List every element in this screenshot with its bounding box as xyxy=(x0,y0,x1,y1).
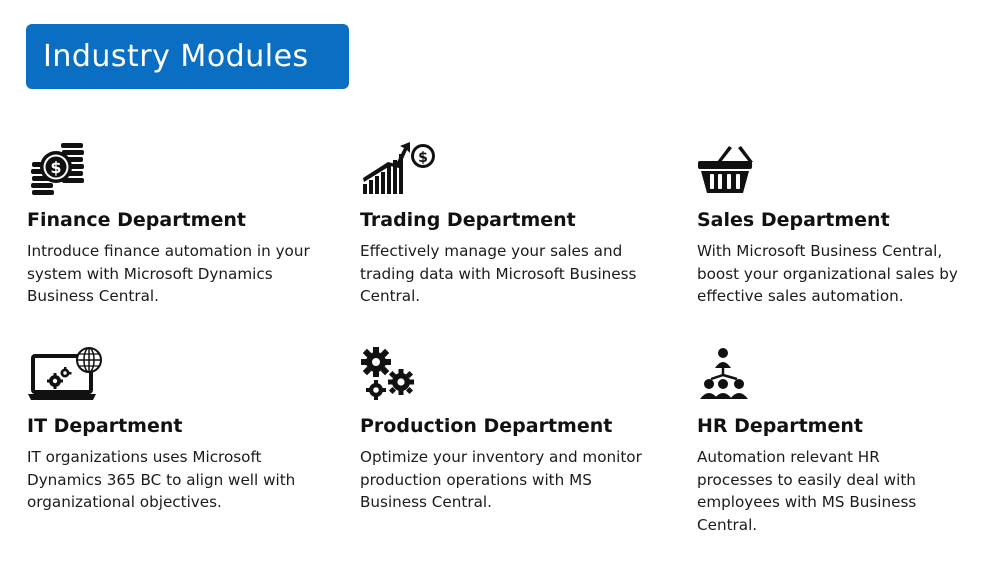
gears-icon xyxy=(360,346,450,406)
laptop-globe-gears-icon xyxy=(27,346,117,406)
module-hr xyxy=(697,346,987,536)
module-sales xyxy=(697,140,987,308)
module-title: IT Department xyxy=(27,415,183,437)
module-finance xyxy=(27,140,317,308)
module-production xyxy=(360,346,650,514)
page-title: Industry Modules xyxy=(26,24,349,89)
module-trading xyxy=(360,140,650,308)
growth-chart-icon xyxy=(360,140,450,200)
module-description: With Microsoft Business Central, boost your organizational sales by effective sales automation. xyxy=(697,242,958,305)
team-hierarchy-icon xyxy=(697,346,787,406)
module-description: Automation relevant HR processes to easily deal with employees with MS Business Central. xyxy=(697,448,917,534)
svg-text:$: $ xyxy=(50,158,62,177)
module-it xyxy=(27,346,317,514)
module-title: Sales Department xyxy=(697,209,890,231)
module-title: HR Department xyxy=(697,415,863,437)
module-description: Optimize your inventory and monitor production operations with MS Business Central. xyxy=(360,448,642,511)
module-description: Effectively manage your sales and trading data with Microsoft Business Central. xyxy=(360,242,637,305)
svg-text:$: $ xyxy=(418,150,428,166)
module-title: Production Department xyxy=(360,415,613,437)
module-description: IT organizations uses Microsoft Dynamics 365 BC to align well with organizational objectives. xyxy=(27,448,296,511)
module-title: Finance Department xyxy=(27,209,246,231)
shopping-basket-icon xyxy=(697,140,787,200)
module-title: Trading Department xyxy=(360,209,576,231)
module-description: Introduce finance automation in your system with Microsoft Dynamics Business Central. xyxy=(27,242,310,305)
coins-icon xyxy=(27,140,117,200)
